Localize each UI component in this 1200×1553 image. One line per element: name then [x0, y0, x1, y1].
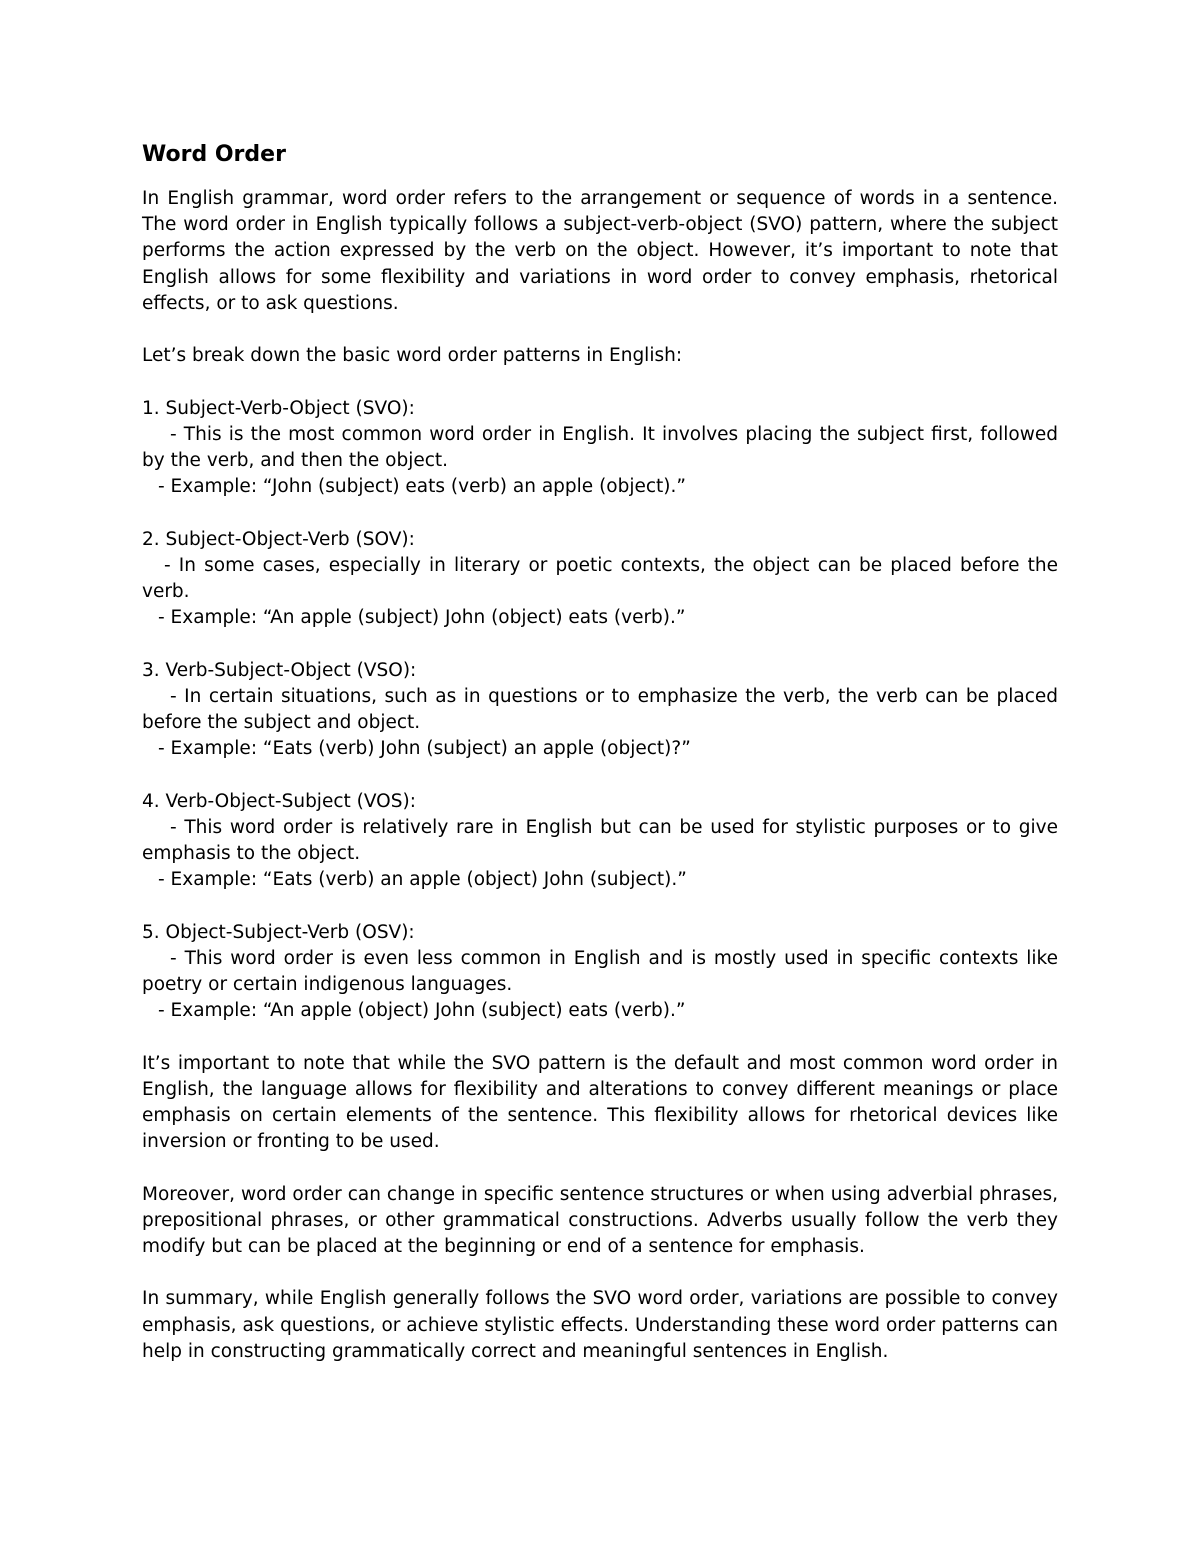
pattern-heading: 5. Object-Subject-Verb (OSV):	[142, 921, 415, 943]
note-paragraph: It’s important to note that while the SVO pattern is the default and most common word order in English, the language allows for flexibility and alterations to convey different meanings or place emphasis on certain elements of the sentence. This flexibility allows for rhetorical devices like inversion or fronting to be used.	[142, 1052, 1058, 1153]
pattern-description: - In some cases, especially in literary or poetic contexts, the object can be placed before the verb.	[142, 554, 1058, 602]
pattern-example: - Example: “An apple (subject) John (object) eats (verb).”	[158, 607, 686, 629]
pattern-example: - Example: “An apple (object) John (subject) eats (verb).”	[158, 1000, 686, 1022]
pattern-item-vso	[142, 658, 1058, 763]
pattern-description: - This is the most common word order in English. It involves placing the subject first, followed by the verb, and then the object.	[142, 423, 1058, 471]
pattern-item-svo	[142, 396, 1058, 501]
document-page	[142, 140, 1058, 1391]
pattern-example: - Example: “John (subject) eats (verb) an apple (object).”	[158, 476, 686, 498]
pattern-description: - This word order is even less common in English and is mostly used in specific contexts like poetry or certain indigenous languages.	[142, 947, 1058, 995]
pattern-description: - In certain situations, such as in questions or to emphasize the verb, the verb can be placed before the subject and object.	[142, 685, 1058, 733]
pattern-example: - Example: “Eats (verb) an apple (object) John (subject).”	[158, 869, 687, 891]
pattern-heading: 4. Verb-Object-Subject (VOS):	[142, 790, 416, 812]
pattern-item-osv	[142, 920, 1058, 1025]
pattern-item-vos	[142, 789, 1058, 894]
pattern-heading: 2. Subject-Object-Verb (SOV):	[142, 528, 415, 550]
document-title: Word Order	[142, 142, 286, 167]
intro-paragraph: In English grammar, word order refers to the arrangement or sequence of words in a sentence. The word order in English typically follows a subject-verb-object (SVO) pattern, where the subject performs the action expressed by the verb on the object. However, it’s important to note that English allows for some flexibility and variations in word order to convey emphasis, rhetorical effects, or to ask questions.	[142, 188, 1058, 314]
pattern-example: - Example: “Eats (verb) John (subject) an apple (object)?”	[158, 738, 691, 760]
pattern-heading: 3. Verb-Subject-Object (VSO):	[142, 659, 417, 681]
moreover-paragraph: Moreover, word order can change in specific sentence structures or when using adverbial phrases, prepositional phrases, or other grammatical constructions. Adverbs usually follow the verb they modify but can be placed at the beginning or end of a sentence for emphasis.	[142, 1183, 1058, 1257]
pattern-item-sov	[142, 527, 1058, 632]
summary-paragraph: In summary, while English generally follows the SVO word order, variations are possible to convey emphasis, ask questions, or achieve stylistic effects. Understanding these word order patterns can help in constructing grammatically correct and meaningful sentences in English.	[142, 1288, 1058, 1362]
pattern-description: - This word order is relatively rare in English but can be used for stylistic purposes or to give emphasis to the object.	[142, 816, 1058, 864]
pattern-heading: 1. Subject-Verb-Object (SVO):	[142, 397, 415, 419]
lead-paragraph: Let’s break down the basic word order patterns in English:	[142, 345, 683, 367]
